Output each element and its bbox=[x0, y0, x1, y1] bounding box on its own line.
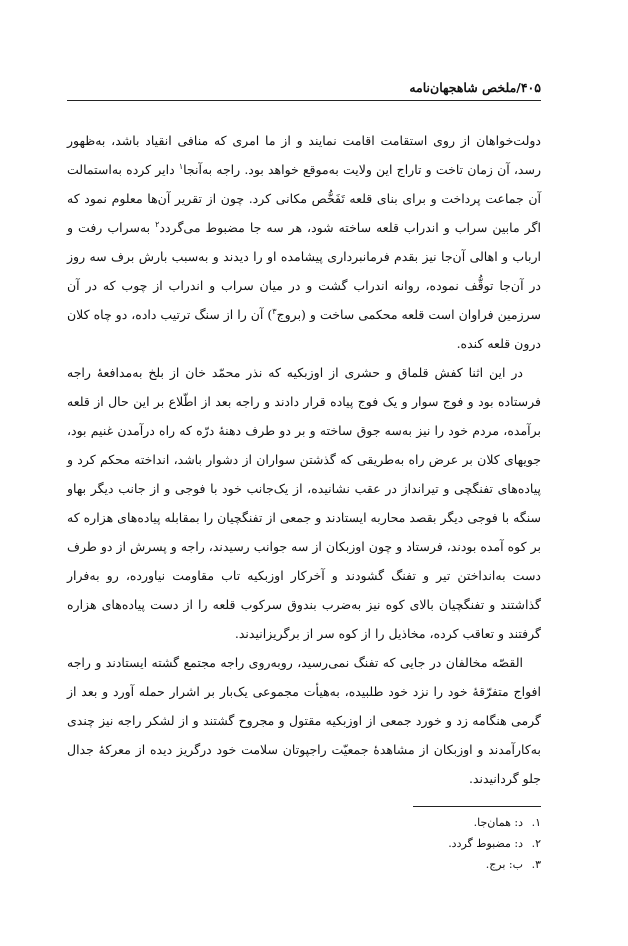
footnote-ref-3: ۳ bbox=[272, 306, 277, 316]
header-divider bbox=[67, 100, 541, 101]
footnote-2-number: ۲. bbox=[531, 837, 541, 850]
footnotes bbox=[67, 812, 541, 875]
running-title: ۴۰۵/ملخص شاهجهان‌نامه bbox=[409, 80, 541, 95]
main-text bbox=[67, 126, 541, 793]
paragraph-1-part-2: دایر کرده به‌استمالت آن جماعت پرداخت و برای بنای قلعه تَفَحُّص مکانی کرد. چون از تقریر آن‌ها معلوم نمود که اگر مابین سراب و اندراب قلعه ساخته شود، هر سه جا مضبوط می‌گردد bbox=[67, 162, 541, 235]
footnote-ref-2: ۲ bbox=[155, 219, 160, 229]
footnote-1-text: د: همان‌جا. bbox=[473, 816, 523, 829]
paragraph-3: القصّه مخالفان در جایی که تفنگ نمی‌رسید، روبه‌روی راجه مجتمع گشته ایستادند و راجه افواج متفرّقهٔ خود را نزد خود طلبیده، به‌هیأت مجموعی یک‌بار بر اشرار حمله آورد و بعد از گرمی هنگامه زد و خورد جمعی از اوزبکیه مقتول و مجروح گشتند و از لشکر راجه نیز چندی به‌کارآمدند و اوزبکان از مشاهدهٔ جمعیّت راجپوتان سلامت خود درگریز دیده از معرکهٔ جدال جلو گردانیدند. bbox=[67, 655, 541, 786]
footnote-1-number: ۱. bbox=[531, 816, 541, 829]
footnote-2 bbox=[67, 833, 541, 854]
footnote-divider bbox=[413, 806, 541, 807]
footnote-ref-1: ۱ bbox=[178, 161, 184, 171]
footnote-3-text: ب: برج. bbox=[485, 858, 523, 871]
footnote-2-text: د: مضبوط گردد. bbox=[448, 837, 523, 850]
paragraph-2: در این اثنا کفش قلماق و حشری از اوزبکیه که نذر محمّد خان از بلخ به‌مدافعهٔ راجه فرستاده بود و فوج سوار و یک فوج پیاده قرار دادند و راجه بعد از اطّلاع بر این حال از قلعه برآمده، مردم خود را نیز به‌سه جوق ساخته و بر دو طرف دهنهٔ درّه که راه درآمدن غنیم بود، جویهای کلان بر عرض راه به‌طریقی که گذشتن سواران از دشوار باشد، انداخته محکم کرد و پیاده‌های تفنگچی و تیرانداز در عقب نشانیده، از یک‌جانب خود با فوجی و از جانب دیگر بهاو سنگه با فوجی دیگر بقصد محاربه ایستادند و جمعی از تفنگچیان را بمقابله پیاده‌های هزاره که بر کوه آمده بودند، فرستاد و چون اوزبکان از سه جوانب رسیدند، راجه و پسرش از دو طرف دست به‌انداختن تیر و تفنگ گشودند و آخرکار اوزبکیه تاب مقاومت نیاورده، رو به‌فرار گذاشتند و تفنگچیان بالای کوه نیز به‌ضرب بندوق سرکوب قلعه را از دست پیاده‌های هزاره گرفتند و تعاقب کرده، مخاذیل را از کوه سر از برگریزانیدند. bbox=[67, 365, 541, 641]
footnote-3 bbox=[67, 854, 541, 875]
running-header bbox=[67, 80, 541, 95]
footnote-3-number: ۳. bbox=[531, 858, 541, 871]
paragraph-1-part-3: به‌سراب رفت و ارباب و اهالی آن‌جا نیز بقدم فرمانبرداری پیشامده او را دیدند و به‌سبب بارش برف سه روز در آن‌جا توقُّف نموده، روانه اندراب گشت و در میان سراب و اندراب از چوب که در آن سرزمین فراوان است قلعه محکمی ساخت و (بروج bbox=[67, 220, 542, 322]
footnote-1 bbox=[67, 812, 541, 833]
paragraph-1-part-1: دولت‌خواهان از روی استقامت اقامت نمایند و از ما امری که منافی انقیاد باشد، به‌ظهور رسد، آن زمان تاخت و تاراج این ولایت به‌موقع خواهد بود. راجه به‌آنجا bbox=[67, 133, 541, 177]
paragraph-1 bbox=[67, 126, 541, 358]
paragraph-1-part-4: ) آن را از سنگ ترتیب داده، دو چاه کلان درون قلعه کنده. bbox=[67, 307, 541, 351]
